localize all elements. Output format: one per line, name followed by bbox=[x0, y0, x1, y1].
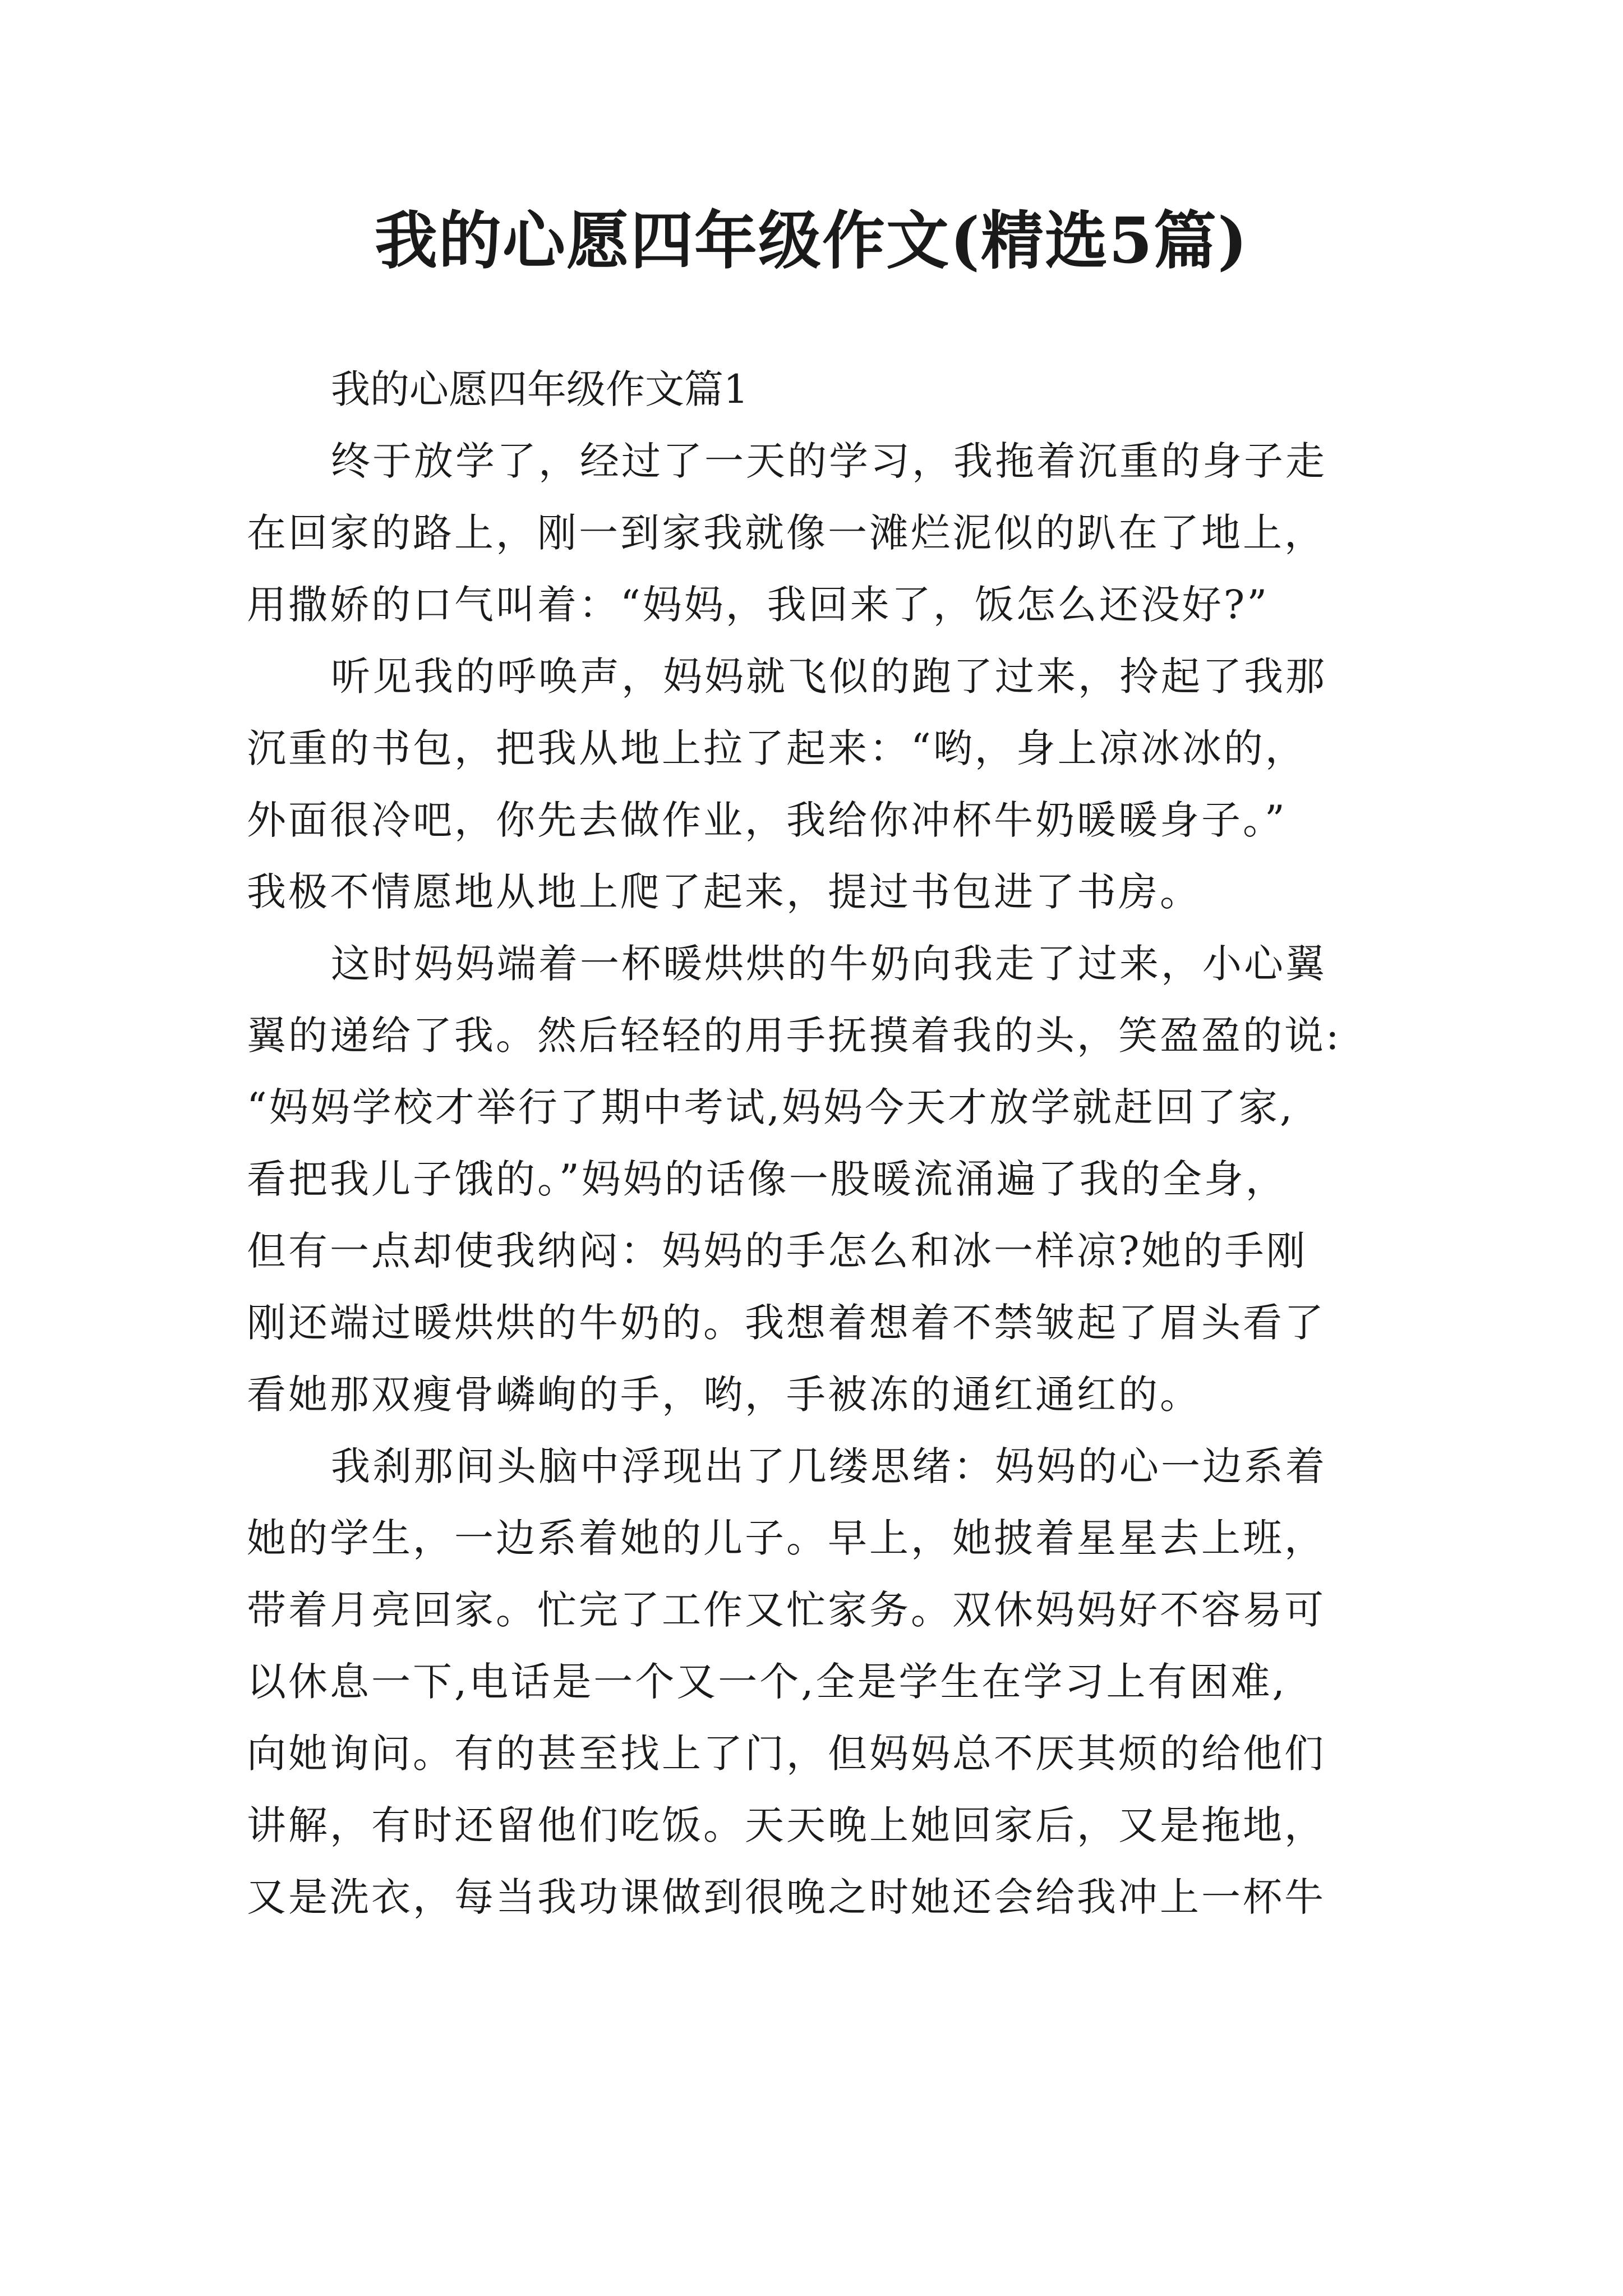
text-line: 看她那双瘦骨嶙峋的手，哟，手被冻的通红通红的。 bbox=[247, 1372, 1201, 1418]
document-title: 我的心愿四年级作文(精选5篇) bbox=[375, 204, 1248, 278]
paragraph-3 bbox=[247, 928, 1402, 1430]
text-line: “妈妈学校才举行了期中考试,妈妈今天才放学就赶回了家, bbox=[247, 1084, 1295, 1130]
text-line: 以休息一下,电话是一个又一个,全是学生在学习上有困难, bbox=[247, 1659, 1287, 1705]
text-line: 翼的递给了我。然后轻轻的用手抚摸着我的头，笑盈盈的说: bbox=[247, 1013, 1341, 1059]
text-line: 讲解，有时还留他们吃饭。天天晚上她回家后，又是拖地， bbox=[247, 1802, 1326, 1848]
text-line: 终于放学了，经过了一天的学习，我拖着沉重的身子走 bbox=[331, 438, 1327, 484]
text-line: 向她询问。有的甚至找上了门，但妈妈总不厌其烦的给他们 bbox=[247, 1731, 1326, 1777]
text-line: 用撒娇的口气叫着：“妈妈，我回来了，饭怎么还没好?” bbox=[247, 582, 1270, 628]
text-line: 带着月亮回家。忙完了工作又忙家务。双休妈妈好不容易可 bbox=[247, 1587, 1326, 1633]
document-body bbox=[247, 353, 1402, 1933]
text-line: 在回家的路上，刚一到家我就像一滩烂泥似的趴在了地上， bbox=[247, 510, 1326, 556]
text-line: 刚还端过暖烘烘的牛奶的。我想着想着不禁皱起了眉头看了 bbox=[247, 1300, 1326, 1346]
text-line: 但有一点却使我纳闷：妈妈的手怎么和冰一样凉?她的手刚 bbox=[247, 1228, 1308, 1274]
text-line: 这时妈妈端着一杯暖烘烘的牛奶向我走了过来，小心翼 bbox=[331, 941, 1327, 987]
text-line: 听见我的呼唤声，妈妈就飞似的跑了过来，拎起了我那 bbox=[331, 654, 1327, 700]
text-line: 沉重的书包，把我从地上拉了起来：“哟，身上凉冰冰的， bbox=[247, 725, 1307, 771]
paragraph-4 bbox=[247, 1430, 1402, 1933]
text-line: 看把我儿子饿的。”妈妈的话像一股暖流涌遍了我的全身， bbox=[247, 1156, 1287, 1202]
text-line: 我极不情愿地从地上爬了起来，提过书包进了书房。 bbox=[247, 869, 1201, 915]
text-line: 她的学生，一边系着她的儿子。早上，她披着星星去上班， bbox=[247, 1515, 1326, 1561]
paragraph-2 bbox=[247, 641, 1402, 928]
text-line: 我刹那间头脑中浮现出了几缕思绪：妈妈的心一边系着 bbox=[331, 1443, 1327, 1489]
section-heading: 我的心愿四年级作文篇1 bbox=[331, 366, 749, 412]
text-line: 又是洗衣，每当我功课做到很晚之时她还会给我冲上一杯牛 bbox=[247, 1874, 1326, 1920]
text-line: 外面很冷吧，你先去做作业，我给你冲杯牛奶暖暖身子。” bbox=[247, 797, 1287, 843]
paragraph-1 bbox=[247, 425, 1402, 641]
